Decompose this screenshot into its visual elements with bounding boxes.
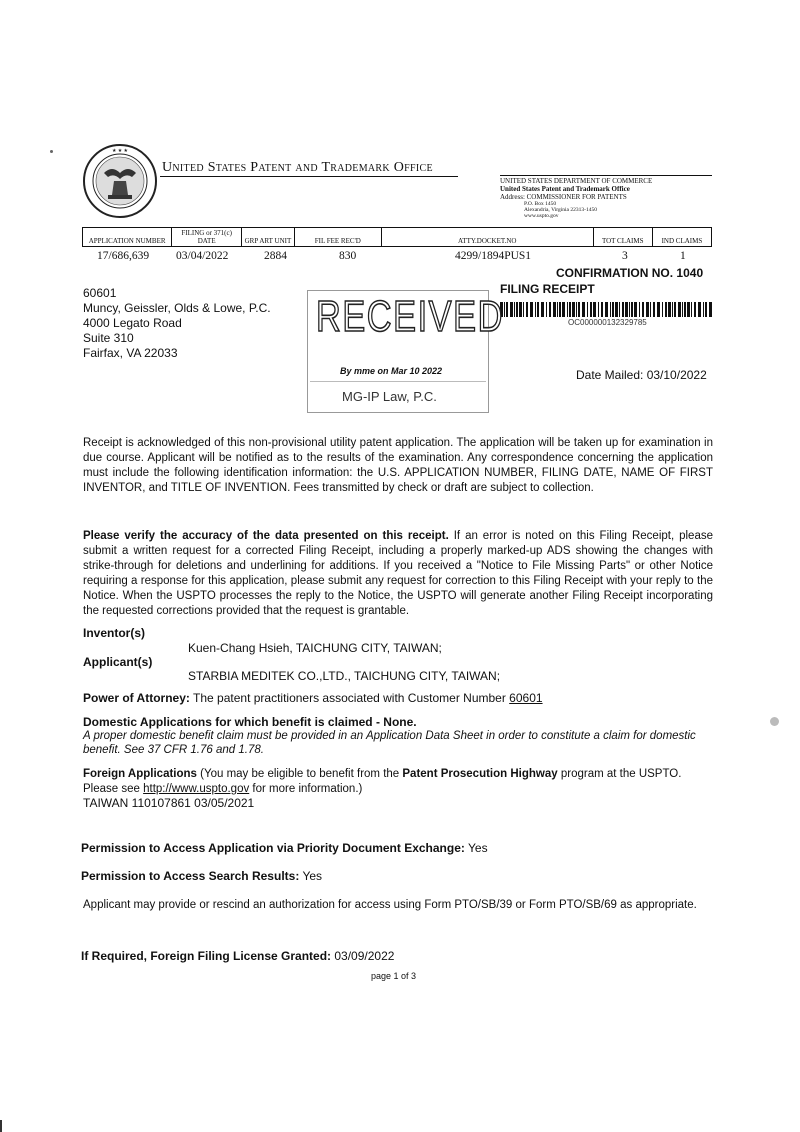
application-header-table bbox=[82, 227, 712, 247]
dept-rule bbox=[500, 175, 712, 176]
independent-claims: 1 bbox=[680, 250, 686, 262]
pde-permission bbox=[81, 841, 488, 855]
poa-label: Power of Attorney: bbox=[83, 691, 190, 705]
svg-text:★ ★ ★: ★ ★ ★ bbox=[112, 149, 128, 154]
inventors-label: Inventor(s) bbox=[83, 626, 146, 640]
correspondence-address bbox=[83, 286, 271, 361]
barcode-bar bbox=[541, 302, 544, 317]
barcode-bar bbox=[605, 302, 608, 317]
barcode-bar bbox=[562, 302, 565, 317]
barcode-bar bbox=[593, 302, 596, 317]
filing-date: 03/04/2022 bbox=[176, 250, 229, 262]
foreign-applications bbox=[83, 767, 713, 797]
barcode-bar bbox=[691, 302, 692, 317]
inventor-entry: Kuen-Chang Hsieh, TAICHUNG CITY, TAIWAN; bbox=[188, 641, 442, 655]
poa-text: The patent practitioners associated with Customer Number bbox=[189, 691, 510, 705]
barcode-bar bbox=[504, 302, 505, 317]
foreign-text: (You may be eligible to benefit from the bbox=[196, 768, 403, 780]
barcode-bar bbox=[705, 302, 707, 317]
barcode-bar bbox=[590, 302, 592, 317]
firm-name: Muncy, Geissler, Olds & Lowe, P.C. bbox=[83, 301, 271, 315]
barcode-number: OC000000132329785 bbox=[568, 318, 647, 327]
col-header: GRP ART UNIT bbox=[242, 228, 295, 247]
barcode-bar bbox=[553, 302, 556, 317]
barcode-bar bbox=[572, 302, 575, 317]
power-of-attorney bbox=[83, 691, 543, 705]
barcode-bar bbox=[535, 302, 536, 317]
confirmation-number: CONFIRMATION NO. 1040 bbox=[556, 266, 704, 280]
barcode-bar bbox=[619, 302, 620, 317]
barcode-bar bbox=[646, 302, 649, 317]
search-value: Yes bbox=[299, 869, 323, 883]
barcode-bar bbox=[601, 302, 603, 317]
barcode-bar bbox=[537, 302, 539, 317]
office-title: United States Patent and Trademark Office bbox=[162, 160, 433, 175]
barcode-bar bbox=[674, 302, 676, 317]
barcode-bar bbox=[653, 302, 655, 317]
rescind-paragraph: Applicant may provide or rescind an authorization for access using Form PTO/SB/39 or Form PTO/SB/69 as appropriate. bbox=[83, 899, 697, 911]
barcode-bar bbox=[516, 302, 518, 317]
barcode-bar bbox=[662, 302, 663, 317]
street: 4000 Legato Road bbox=[83, 316, 182, 330]
barcode-bar bbox=[684, 302, 686, 317]
received-by: By mme on Mar 10 2022 bbox=[340, 366, 443, 376]
dept-line: Address: COMMISSIONER FOR PATENTS bbox=[500, 193, 627, 201]
stamp-divider bbox=[310, 381, 486, 382]
barcode-bar bbox=[665, 302, 667, 317]
barcode-bar bbox=[598, 302, 599, 317]
customer-number: 60601 bbox=[83, 286, 117, 300]
application-number: 17/686,639 bbox=[97, 250, 150, 262]
acknowledgement-paragraph: Receipt is acknowledged of this non-provisional utility patent application. The application will be taken up for examination in due course. Applicant will be notified as to the results of the examination. Any correspondence concerning the application must include the following identification information: the U.S. APPLICATION NUMBER, FILING DATE, NAME OF FIRST INVENTOR, and TITLE OF INVENTION. Fees transmitted by check or draft are subject to collection. bbox=[83, 437, 713, 494]
date-mailed: Date Mailed: 03/10/2022 bbox=[576, 368, 707, 382]
col-header: IND CLAIMS bbox=[652, 228, 711, 247]
pde-label: Permission to Access Application via Priority Document Exchange: bbox=[81, 841, 465, 855]
barcode-bar bbox=[514, 302, 515, 317]
barcode-bar bbox=[698, 302, 701, 317]
dept-line: P.O. Box 1450 bbox=[524, 201, 557, 207]
dept-line: UNITED STATES DEPARTMENT OF COMMERCE bbox=[500, 177, 653, 185]
barcode-bar bbox=[687, 302, 690, 317]
barcode-bar bbox=[546, 302, 547, 317]
foreign-filing-license bbox=[81, 949, 394, 963]
dept-line: www.uspto.gov bbox=[524, 213, 559, 219]
barcode-bar bbox=[631, 302, 633, 317]
department-address-block bbox=[500, 175, 712, 219]
barcode-bar bbox=[567, 302, 568, 317]
barcode-bar bbox=[610, 302, 611, 317]
barcode-bar bbox=[657, 302, 660, 317]
col-header: TOT CLAIMS bbox=[593, 228, 652, 247]
scan-artifact bbox=[0, 1120, 2, 1132]
barcode-bar bbox=[668, 302, 671, 317]
barcode-bar bbox=[639, 302, 640, 317]
barcode-bar bbox=[576, 302, 577, 317]
barcode-bar bbox=[625, 302, 628, 317]
title-rule bbox=[160, 176, 458, 177]
barcode-bar bbox=[519, 302, 522, 317]
barcode-bar bbox=[549, 302, 551, 317]
barcode-bar bbox=[629, 302, 630, 317]
barcode-bar bbox=[694, 302, 696, 317]
foreign-application-entry: TAIWAN 110107861 03/05/2021 bbox=[83, 796, 255, 810]
verify-text: If an error is noted on this Filing Receipt, please submit a written request for a corrected Filing Receipt, including a properly marked-up ADS showing the changes with strike-through for deletions and underlining for additions. If you received a "Notice to File Missing Parts" or other Notice requiring a response for this application, please submit any request for correction to this Filing Receipt with your reply to the Notice. When the USPTO processes the reply to the Notice, the USPTO will generate another Filing Receipt incorporating the requested corrections provided that the request is grantable. bbox=[83, 530, 713, 617]
uspto-link[interactable]: http://www.uspto.gov bbox=[143, 783, 250, 795]
barcode-bar bbox=[703, 302, 704, 317]
domestic-note: A proper domestic benefit claim must be provided in an Application Data Sheet in order to constitute a claim for domestic benefit. See 37 CFR 1.76 and 1.78. bbox=[83, 730, 696, 756]
scan-artifact bbox=[50, 150, 53, 153]
barcode-bar bbox=[615, 302, 618, 317]
filing-fee: 830 bbox=[339, 250, 357, 262]
total-claims: 3 bbox=[622, 250, 628, 262]
applicant-entry: STARBIA MEDITEK CO.,LTD., TAICHUNG CITY, TAIWAN; bbox=[188, 669, 501, 683]
domestic-applications-heading: Domestic Applications for which benefit is claimed - None. bbox=[83, 715, 417, 729]
barcode-bar bbox=[672, 302, 673, 317]
dept-line: Alexandria, Virginia 22313-1450 bbox=[524, 207, 597, 213]
filing-receipt-heading: FILING RECEIPT bbox=[500, 282, 595, 296]
foreign-text: for more information.) bbox=[249, 783, 363, 795]
poa-customer-number: 60601 bbox=[509, 691, 543, 705]
attorney-docket: 4299/1894PUS1 bbox=[455, 250, 532, 262]
barcode-bar bbox=[526, 302, 528, 317]
verify-paragraph bbox=[83, 529, 713, 619]
barcode-bar bbox=[569, 302, 571, 317]
uspto-seal-icon bbox=[82, 143, 158, 219]
barcode-bar bbox=[622, 302, 624, 317]
pde-value: Yes bbox=[464, 841, 488, 855]
barcode-bar bbox=[506, 302, 508, 317]
barcode-bar bbox=[642, 302, 644, 317]
page-number: page 1 of 3 bbox=[371, 971, 417, 981]
barcode-bar bbox=[578, 302, 580, 317]
search-label: Permission to Access Search Results: bbox=[81, 869, 300, 883]
suite: Suite 310 bbox=[83, 331, 134, 345]
barcode-bar bbox=[612, 302, 614, 317]
foreign-text: program at the USPTO. Please see bbox=[83, 768, 682, 795]
barcode-bar bbox=[582, 302, 585, 317]
barcode-bar bbox=[530, 302, 533, 317]
barcode-bar bbox=[510, 302, 513, 317]
foreign-label: Foreign Applications bbox=[83, 768, 197, 780]
col-header: FILING or 371(c) DATE bbox=[172, 228, 242, 247]
search-results-permission bbox=[81, 869, 322, 883]
barcode-bar bbox=[678, 302, 681, 317]
group-art-unit: 2884 bbox=[264, 250, 287, 262]
ffl-value: 03/09/2022 bbox=[331, 949, 395, 963]
col-header: ATTY.DOCKET.NO bbox=[381, 228, 593, 247]
pph-label: Patent Prosecution Highway bbox=[402, 768, 558, 780]
barcode-bar bbox=[709, 302, 712, 317]
ffl-label: If Required, Foreign Filing License Granted: bbox=[81, 949, 332, 963]
applicants-label: Applicant(s) bbox=[83, 655, 153, 669]
received-firm: MG-IP Law, P.C. bbox=[342, 389, 437, 404]
received-stamp-text: RECEIVED bbox=[316, 292, 504, 341]
verify-heading: Please verify the accuracy of the data presented on this receipt. bbox=[83, 530, 449, 542]
city-state-zip: Fairfax, VA 22033 bbox=[83, 346, 178, 360]
barcode-bar bbox=[557, 302, 558, 317]
barcode-bar bbox=[559, 302, 561, 317]
col-header: APPLICATION NUMBER bbox=[83, 228, 172, 247]
barcode-bar bbox=[682, 302, 683, 317]
barcode-bar bbox=[650, 302, 651, 317]
scan-artifact bbox=[770, 717, 779, 726]
col-header: FIL FEE REC'D bbox=[294, 228, 381, 247]
barcode-bar bbox=[587, 302, 588, 317]
dept-line: United States Patent and Trademark Office bbox=[500, 185, 630, 193]
barcode-bar bbox=[523, 302, 524, 317]
barcode-bar bbox=[634, 302, 637, 317]
